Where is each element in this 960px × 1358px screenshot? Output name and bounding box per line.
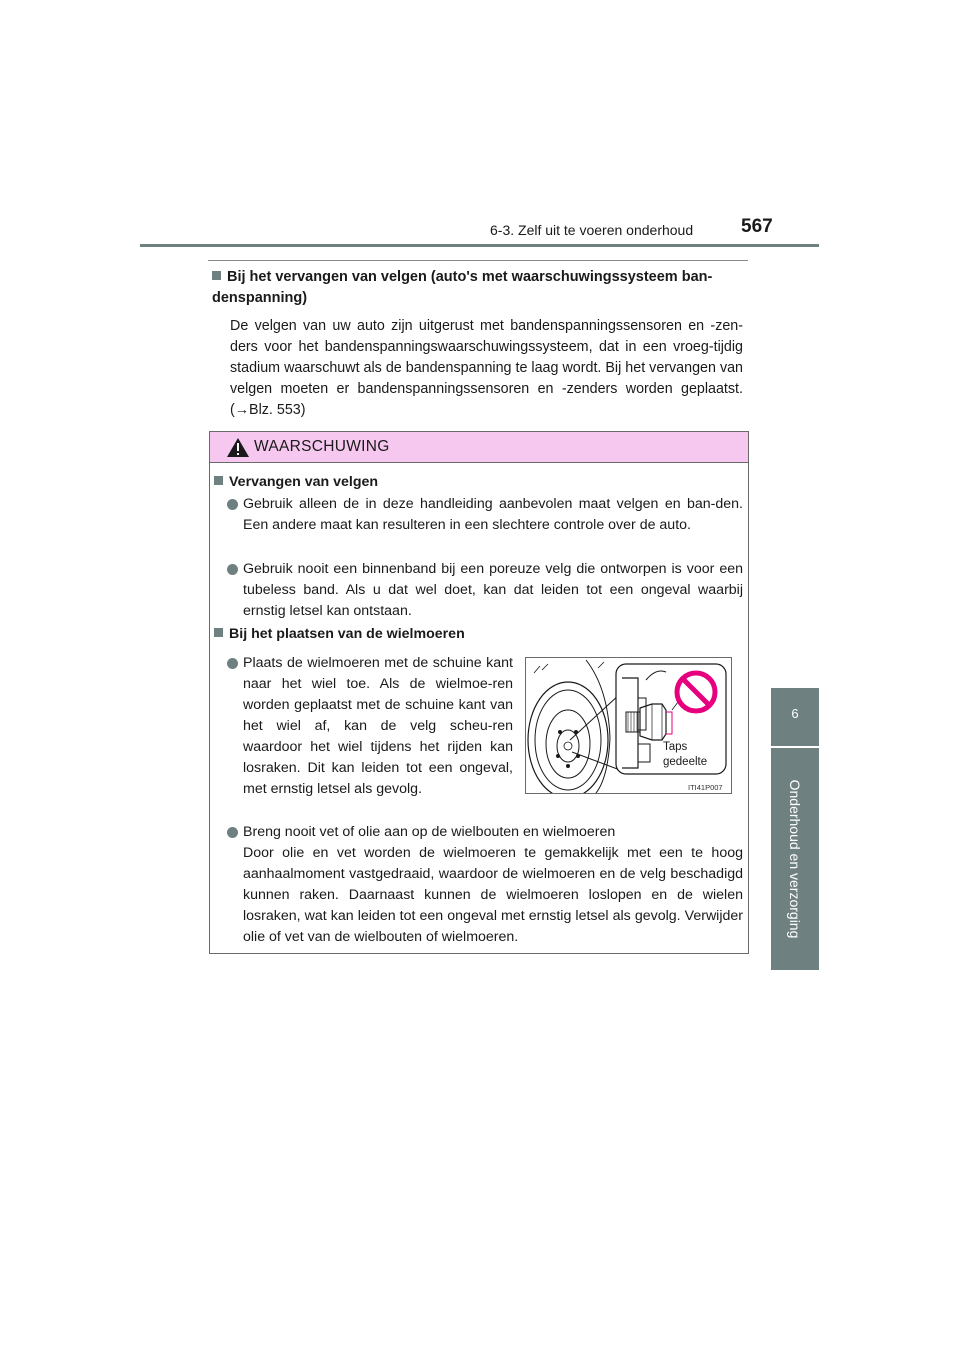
warning-bullet-schuine-kant	[243, 653, 513, 800]
warning-bullet-vet-olie	[243, 822, 743, 948]
taper-label	[663, 740, 707, 770]
warning-bullet-binnenband	[243, 559, 743, 622]
warning-triangle-icon	[227, 438, 249, 457]
warning-subheading-wielmoeren-text: Bij het plaatsen van de wielmoeren	[229, 626, 465, 642]
header-divider	[140, 244, 819, 247]
square-bullet-icon	[214, 476, 223, 485]
warning-title: WAARSCHUWING	[254, 438, 390, 455]
circle-bullet-icon	[227, 658, 238, 669]
page-number: 567	[741, 216, 773, 237]
chapter-number: 6	[791, 706, 799, 721]
header-section-title: 6-3. Zelf uit te voeren onderhoud	[490, 222, 694, 238]
taper-label-line2: gedeelte	[663, 756, 708, 768]
circle-bullet-icon	[227, 564, 238, 575]
warning-bullet-binnenband-text: Gebruik nooit een binnenband bij een poreuze velg die ontworpen is voor een tubeless band. Als u dat wel doet, kan dat leiden tot een ongeval waarbij ernstig letsel kan ontstaan.	[243, 561, 743, 619]
section-divider	[208, 260, 748, 261]
wheel-nut-drawing	[526, 658, 731, 793]
warning-subheading-wielmoeren	[214, 624, 465, 645]
warning-subheading-velgen-text: Vervangen van velgen	[229, 474, 379, 490]
warning-bullet-vet-olie-text: Door olie en vet worden de wielmoeren te gemakkelijk met een te hoog aanhaalmoment vastgedraaid, waardoor de wielmoeren en de velg beschadigd kunnen raken. Daarnaast kunnen de wielmoeren loslopen en de wielen losraken, wat kan leiden tot een ongeval met ernstig letsel als gevolg. Verwijder olie of vet van de wielbouten of wielmoeren.	[243, 845, 743, 945]
circle-bullet-icon	[227, 827, 238, 838]
warning-bullet-vet-olie-title: Breng nooit vet of olie aan op de wielbouten en wielmoeren	[243, 824, 616, 840]
square-bullet-icon	[214, 628, 223, 637]
illustration-code: ITI41P007	[688, 783, 723, 792]
warning-bullet-velgmaat-text: Gebruik alleen de in deze handleiding aanbevolen maat velgen en ban-den. Een andere maat kan resulteren in een slechtere controle over de auto.	[243, 496, 743, 533]
chapter-title: Onderhoud en verzorging	[787, 779, 803, 939]
warning-bullet-velgmaat	[243, 494, 743, 536]
section-body: De velgen van uw auto zijn uitgerust met bandenspanningssensoren en -zen-ders voor het bandenspanningswaarschuwingssysteem, dat in een vroeg-tijdig stadium waarschuwt als de bandenspanning te laag wordt. Bij het vervangen van velgen moeten er bandenspanningssensoren en -zenders worden geplaatst. (→Blz. 553)	[230, 318, 743, 418]
warning-bullet-schuine-kant-text: Plaats de wielmoeren met de schuine kant naar het wiel toe. Als de wielmoe-ren worden geplaatst met de schuine kant van het wiel af, kan de velg scheu-ren waardoor het wiel tijdens het rijden kan losraken. Dit kan leiden tot een ongeval, met ernstig letsel als gevolg.	[243, 655, 513, 797]
warning-header	[210, 432, 748, 463]
square-bullet-icon	[212, 271, 221, 280]
warning-subheading-velgen	[214, 472, 378, 493]
section-heading-text: Bij het vervangen van velgen (auto's met waarschuwingssysteem ban-denspanning)	[212, 269, 713, 306]
section-heading	[212, 267, 746, 309]
circle-bullet-icon	[227, 499, 238, 510]
wheel-nut-illustration	[525, 657, 732, 794]
taper-label-line1: Taps	[663, 741, 688, 753]
